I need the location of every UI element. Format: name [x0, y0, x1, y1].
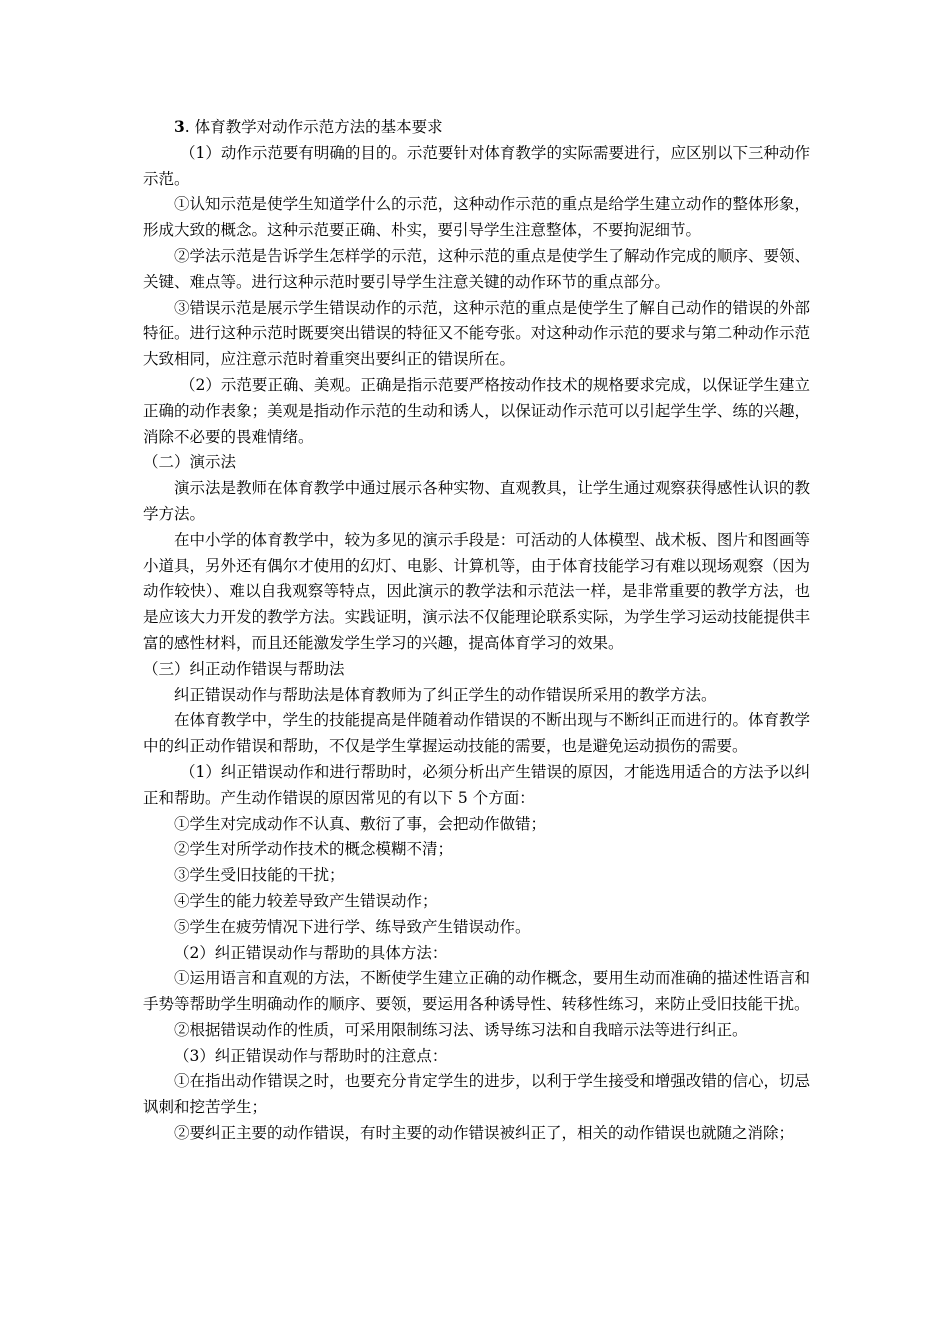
paragraph: ②学法示范是告诉学生怎样学的示范，这种示范的重点是使学生了解动作完成的顺序、要领、关键、难点等。进行这种示范时要引导学生注意关键的动作环节的重点部分。 — [143, 246, 810, 291]
paragraph: （2）纠正错误动作与帮助的具体方法： — [174, 943, 448, 962]
paragraph: （1）纠正错误动作和进行帮助时，必须分析出产生错误的原因，才能选用适合的方法予以纠正和帮助。产生动作错误的原因常见的有以下 5 个方面： — [143, 762, 810, 807]
list-item: ①运用语言和直观的方法，不断使学生建立正确的动作概念，要用生动而准确的描述性语言和手势等帮助学生明确动作的顺序、要领，要运用各种诱导性、转移性练习，来防止受旧技能干扰。 — [143, 969, 810, 1014]
subsection-heading: （三）纠正动作错误与帮助法 — [143, 659, 345, 678]
paragraph: （1）动作示范要有明确的目的。示范要针对体育教学的实际需要进行，应区别以下三种动作示范。 — [143, 143, 810, 188]
list-item: ①在指出动作错误之时，也要充分肯定学生的进步，以利于学生接受和增强改错的信心，切忌讽刺和挖苦学生； — [143, 1072, 810, 1117]
section-number: 3 — [174, 117, 185, 136]
list-item: ③学生受旧技能的干扰； — [174, 866, 345, 885]
paragraph: 纠正错误动作与帮助法是体育教师为了纠正学生的动作错误所采用的教学方法。 — [174, 685, 717, 704]
list-item: ②要纠正主要的动作错误，有时主要的动作错误被纠正了，相关的动作错误也就随之消除； — [174, 1124, 795, 1143]
list-item: ⑤学生在疲劳情况下进行学、练导致产生错误动作。 — [174, 917, 531, 936]
paragraph: 在中小学的体育教学中，较为多见的演示手段是：可活动的人体模型、战术板、图片和图画等小道具，另外还有偶尔才使用的幻灯、电影、计算机等，由于体育技能学习有难以现场观察（因为动作较快）、难以自我观察等特点，因此演示的教学法和示范法一样，是非常重要的教学方法，也是应该大力开发的教学方法。实践证明，演示法不仅能理论联系实际，为学生学习运动技能提供丰富的感性材料，而且还能激发学生学习的兴趣，提高体育学习的效果。 — [143, 530, 810, 652]
paragraph: ①认知示范是使学生知道学什么的示范，这种动作示范的重点是给学生建立动作的整体形象，形成大致的概念。这种示范要正确、朴实，要引导学生注意整体，不要拘泥细节。 — [143, 195, 810, 240]
list-item: ④学生的能力较差导致产生错误动作； — [174, 891, 438, 910]
paragraph: 在体育教学中，学生的技能提高是伴随着动作错误的不断出现与不断纠正而进行的。体育教学中的纠正动作错误和帮助，不仅是学生掌握运动技能的需要，也是避免运动损伤的需要。 — [143, 711, 810, 756]
list-item: ②根据错误动作的性质，可采用限制练习法、诱导练习法和自我暗示法等进行纠正。 — [174, 1020, 748, 1039]
section-title: . 体育教学对动作示范方法的基本要求 — [184, 118, 443, 136]
paragraph: （3）纠正错误动作与帮助时的注意点： — [174, 1046, 448, 1065]
subsection-heading: （二）演示法 — [143, 453, 237, 472]
paragraph: （2）示范要正确、美观。正确是指示范要严格按动作技术的规格要求完成，以保证学生建立正确的动作表象；美观是指动作示范的生动和诱人，以保证动作示范可以引起学生学、练的兴趣，消除不必要的畏难情绪。 — [143, 375, 810, 446]
paragraph: 演示法是教师在体育教学中通过展示各种实物、直观教具，让学生通过观察获得感性认识的教学方法。 — [143, 479, 810, 523]
list-item: ②学生对所学动作技术的概念模糊不清； — [174, 840, 454, 859]
section-heading — [143, 114, 810, 141]
list-item: ①学生对完成动作不认真、敷衍了事，会把动作做错； — [174, 814, 547, 833]
document-page — [143, 114, 810, 1147]
paragraph: ③错误示范是展示学生错误动作的示范，这种示范的重点是使学生了解自己动作的错误的外部特征。进行这种示范时既要突出错误的特征又不能夸张。对这种动作示范的要求与第二种动作示范大致相同，应注意示范时着重突出要纠正的错误所在。 — [143, 298, 810, 369]
